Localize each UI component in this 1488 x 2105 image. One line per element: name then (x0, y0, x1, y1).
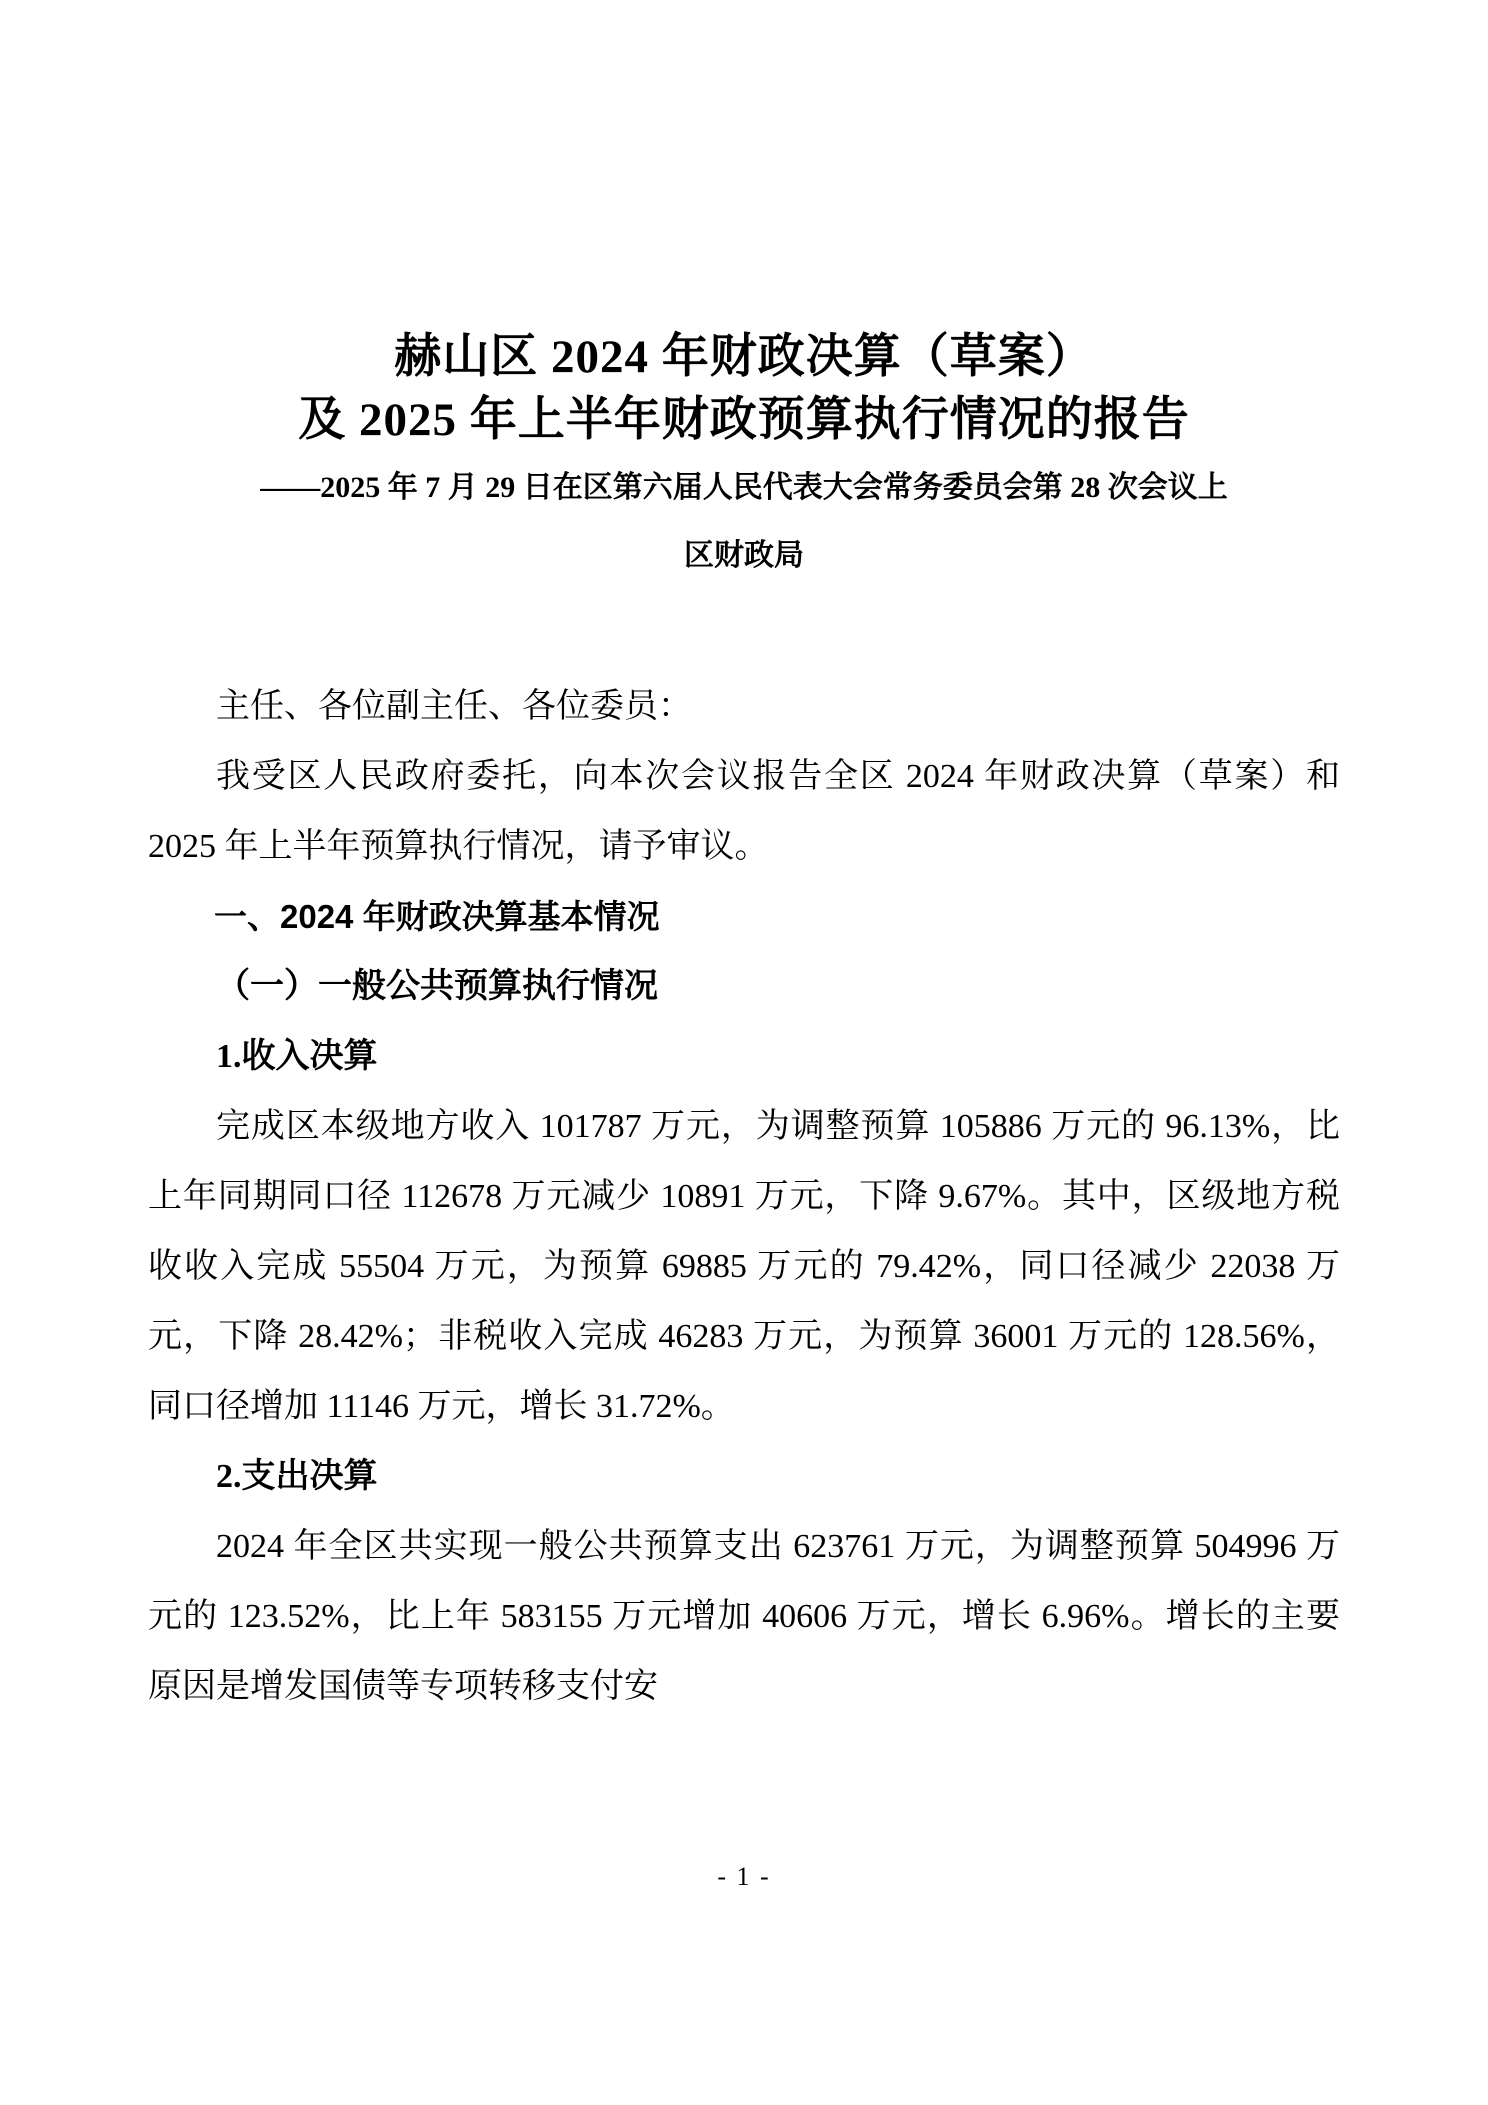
document-title (148, 326, 1340, 576)
paragraph: 我受区人民政府委托，向本次会议报告全区 2024 年财政决算（草案）和 2025 年上半年预算执行情况，请予审议。 (148, 758, 1340, 865)
section-heading-revenue: 1.收入决算 (216, 1038, 378, 1075)
page-number: - 1 - (717, 1862, 771, 1891)
salutation: 主任、各位副主任、各位委员： (216, 688, 692, 725)
document-subtitle: ——2025 年 7 月 29 日在区第六届人民代表大会常务委员会第 28 次会议上 (260, 471, 1228, 504)
paragraph-expenditure: 2024 年全区共实现一般公共预算支出 623761 万元，为调整预算 504996 万元的 123.52%，比上年 583155 万元增加 40606 万元，增长 6.96%。增长的主要原因是增发国债等专项转移支付安 (148, 1528, 1340, 1705)
title-line-1: 赫山区 2024 年财政决算（草案） (394, 331, 1094, 383)
section-heading-1: 一、2024 年财政决算基本情况 (214, 898, 660, 935)
document-presenter: 区财政局 (684, 539, 804, 572)
paragraph-revenue: 完成区本级地方收入 101787 万元，为调整预算 105886 万元的 96.13%，比上年同期同口径 112678 万元减少 10891 万元，下降 9.67%。其中，区级地方税收收入完成 55504 万元，为预算 69885 万元的 79.42%，同口径减少 22038 万元，下降 28.42%；非税收入完成 46283 万元，为预算 36001 万元的 128.56%，同口径增加 11146 万元，增长 31.72%。 (148, 1108, 1340, 1425)
section-heading-expenditure: 2.支出决算 (216, 1458, 378, 1495)
title-line-2: 及 2025 年上半年财政预算执行情况的报告 (298, 394, 1190, 446)
document-body (148, 672, 1340, 1722)
section-heading-1-1: （一）一般公共预算执行情况 (216, 968, 658, 1005)
